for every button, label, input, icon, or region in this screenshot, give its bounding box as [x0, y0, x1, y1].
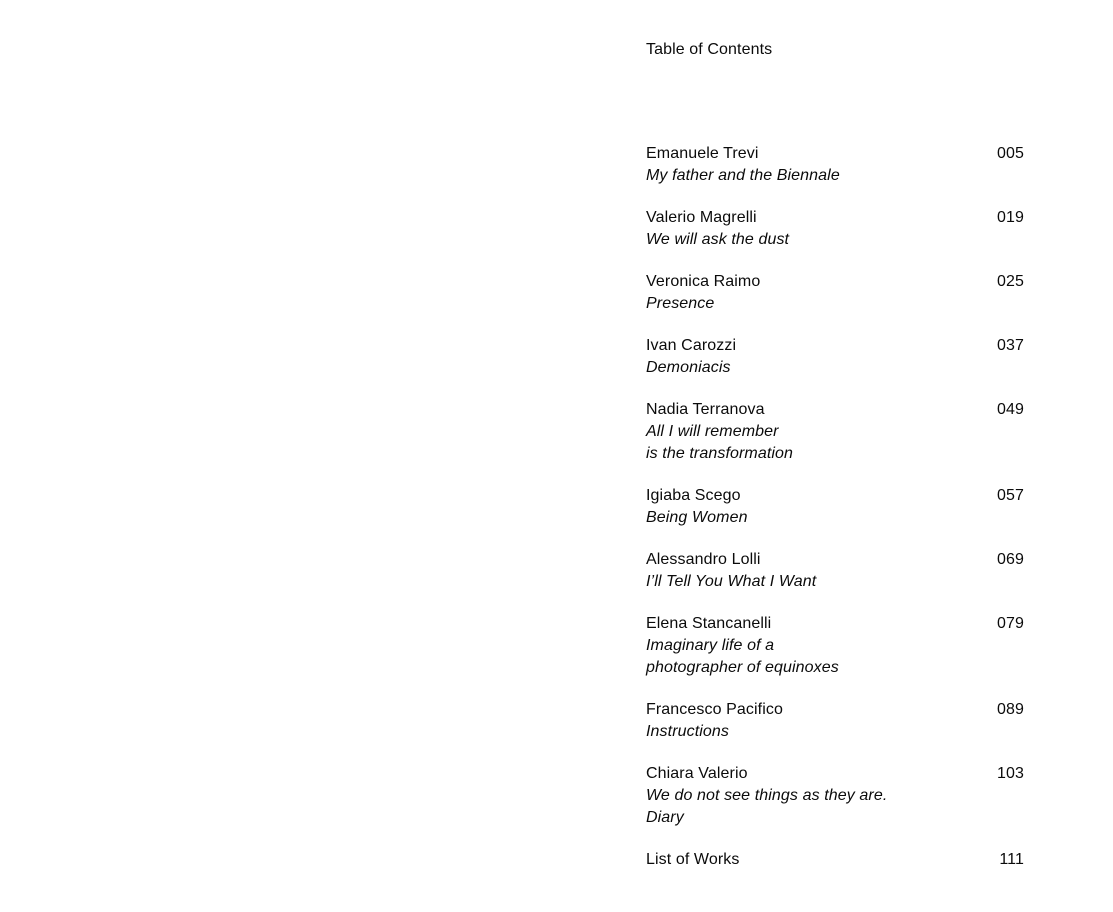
entry-author: Nadia Terranova [646, 401, 765, 418]
entry-author: List of Works [646, 851, 740, 868]
entry-text [646, 271, 997, 315]
entry-page-number: 057 [997, 487, 1024, 504]
entry-text [646, 143, 997, 187]
entry-page-number: 069 [997, 551, 1024, 568]
entry-text [646, 613, 997, 679]
entry-author: Igiaba Scego [646, 487, 741, 504]
entry-text [646, 207, 997, 251]
entry-title-line: Imaginary life of a [646, 637, 775, 654]
entry-title-line: is the transformation [646, 445, 794, 462]
toc-entry [646, 271, 1024, 315]
entry-page-number: 103 [997, 765, 1024, 782]
entry-title-line: All I will remember [646, 423, 779, 440]
page-title: Table of Contents [646, 41, 773, 58]
entry-text [646, 399, 997, 465]
entry-title-line: Diary [646, 809, 684, 826]
entry-title-line: We will ask the dust [646, 231, 790, 248]
entry-text [646, 485, 997, 529]
entry-title-line: Presence [646, 295, 715, 312]
entry-title-line: photographer of equinoxes [646, 659, 839, 676]
toc-list [646, 143, 1024, 871]
toc-entry [646, 485, 1024, 529]
toc-entry [646, 699, 1024, 743]
entry-title-line: Being Women [646, 509, 748, 526]
entry-author: Emanuele Trevi [646, 145, 759, 162]
entry-author: Valerio Magrelli [646, 209, 757, 226]
entry-author: Elena Stancanelli [646, 615, 772, 632]
entry-text [646, 549, 997, 593]
entry-page-number: 079 [997, 615, 1024, 632]
toc-entry [646, 335, 1024, 379]
toc-entry [646, 143, 1024, 187]
entry-title-line: My father and the Biennale [646, 167, 840, 184]
entry-title-line: Instructions [646, 723, 730, 740]
entry-page-number: 037 [997, 337, 1024, 354]
entry-author: Francesco Pacifico [646, 701, 783, 718]
entry-text [646, 849, 999, 871]
toc-entry [646, 849, 1024, 871]
entry-page-number: 005 [997, 145, 1024, 162]
entry-text [646, 699, 997, 743]
toc-entry [646, 399, 1024, 465]
entry-author: Alessandro Lolli [646, 551, 761, 568]
entry-text [646, 763, 997, 829]
entry-page-number: 089 [997, 701, 1024, 718]
entry-page-number: 111 [999, 851, 1024, 868]
entry-page-number: 019 [997, 209, 1024, 226]
toc-entry [646, 549, 1024, 593]
entry-title-line: We do not see things as they are. [646, 787, 888, 804]
entry-title-line: Demoniacis [646, 359, 731, 376]
toc-entry [646, 207, 1024, 251]
entry-author: Chiara Valerio [646, 765, 748, 782]
toc-column [646, 39, 1024, 871]
toc-entry [646, 763, 1024, 829]
toc-entry [646, 613, 1024, 679]
entry-text [646, 335, 997, 379]
entry-page-number: 049 [997, 401, 1024, 418]
entry-author: Veronica Raimo [646, 273, 761, 290]
entry-page-number: 025 [997, 273, 1024, 290]
entry-author: Ivan Carozzi [646, 337, 737, 354]
entry-title-line: I’ll Tell You What I Want [646, 573, 817, 590]
